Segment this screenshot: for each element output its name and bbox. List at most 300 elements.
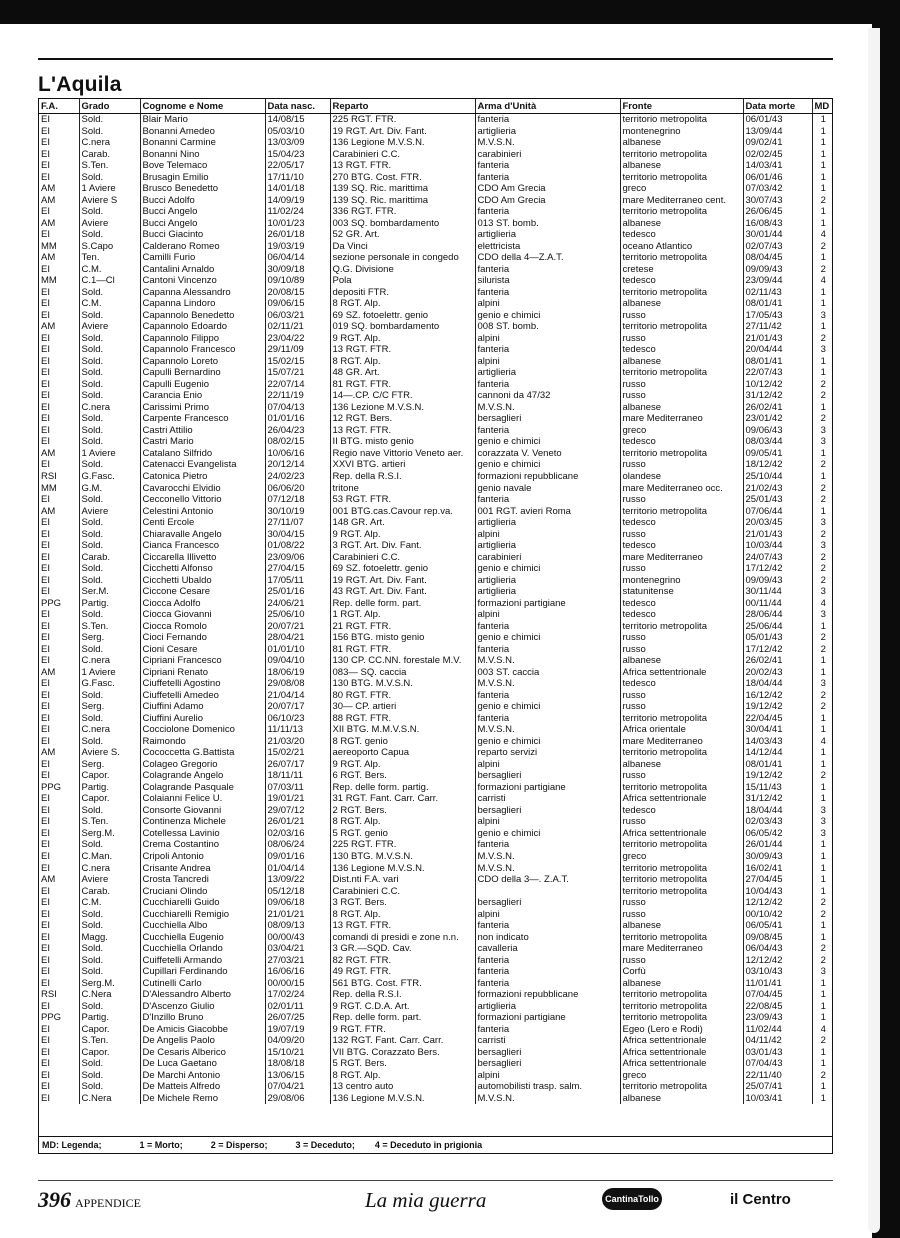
table-cell: 17/05/43 [743,310,812,322]
table-cell: greco [620,183,743,195]
table-cell: russo [620,955,743,967]
table-cell: Capanna Lindoro [140,298,265,310]
table-cell: 21/03/20 [265,736,330,748]
table-cell: 11/02/44 [743,1024,812,1036]
legend-item: 2 = Disperso; [210,1139,268,1150]
table-cell: fanteria [475,966,620,978]
table-cell: II BTG. misto genio [330,436,475,448]
table-row [39,632,833,644]
publisher-name: il Centro [730,1191,791,1208]
table-cell: De Angelis Paolo [140,1035,265,1047]
table-cell: greco [620,1070,743,1082]
table-cell: EI [39,690,79,702]
table-cell: 12/12/42 [743,897,812,909]
table-cell: carabinieri [475,552,620,564]
table-cell: EI [39,114,79,126]
table-row [39,839,833,851]
table-cell: S.Ten. [79,816,140,828]
table-row [39,471,833,483]
table-cell: 19/12/42 [743,701,812,713]
table-row [39,690,833,702]
table-cell: Colagrande Angelo [140,770,265,782]
table-cell: mare Mediterraneo occ. [620,483,743,495]
table-cell: albanese [620,655,743,667]
table-cell: tritone [330,483,475,495]
table-cell: Capannolo Filippo [140,333,265,345]
table-cell: 1 [820,712,826,724]
table-cell: artiglieria [475,575,620,587]
table-cell: territorio metropolita [620,1001,743,1013]
table-cell: AM [39,252,79,264]
table-cell: fanteria [475,287,620,299]
table-cell: 16/06/16 [265,966,330,978]
table-cell: 3 [820,344,826,356]
table-cell: Bonanni Amedeo [140,126,265,138]
table-cell: 1 Aviere [79,667,140,679]
table-cell: EI [39,540,79,552]
table-cell: albanese [620,298,743,310]
table-cell: 17/12/42 [743,644,812,656]
table-cell: De Cesaris Alberico [140,1047,265,1059]
table-cell: PPG [39,782,79,794]
legend-item: 3 = Deceduto; [295,1139,355,1150]
table-cell: 130 CP. CC.NN. forestale M.V. [330,655,475,667]
table-cell: EI [39,655,79,667]
table-cell: 9 RGT. C.D.A. Art. [330,1001,475,1013]
table-cell: aereoporto Capua [330,747,475,759]
table-cell: CDO della 3—. Z.A.T. [475,874,620,886]
table-cell: sezione personale in congedo [330,252,475,264]
table-cell: 19/01/21 [265,793,330,805]
table-cell: 07/04/45 [743,989,812,1001]
table-cell: statunitense [620,586,743,598]
table-row [39,390,833,402]
table-cell: 18/12/42 [743,459,812,471]
table-cell: EI [39,1047,79,1059]
table-cell: Ciocca Romolo [140,621,265,633]
table-cell: 1 [820,470,826,482]
table-cell: 2 [820,482,826,494]
table-cell: 08/06/24 [265,839,330,851]
table-row [39,402,833,414]
table-cell: 06/04/43 [743,943,812,955]
table-cell: 3 [820,424,826,436]
table-cell: M.V.S.N. [475,655,620,667]
table-cell: CDO della 4—Z.A.T. [475,252,620,264]
table-cell: Sold. [79,390,140,402]
table-cell: 20/12/14 [265,459,330,471]
table-cell: 9 RGT. Alp. [330,333,475,345]
table-cell: cretese [620,264,743,276]
table-cell: automobilisti trasp. salm. [475,1081,620,1093]
table-cell: 25/06/44 [743,621,812,633]
table-cell: Colageo Gregorio [140,759,265,771]
table-cell: 1 [820,851,826,862]
table-cell: Cicchetti Alfonso [140,563,265,575]
table-row [39,241,833,253]
table-cell: Centi Ercole [140,517,265,529]
table-cell: Cucchiarelli Guido [140,897,265,909]
table-cell: 18/04/44 [743,678,812,690]
table-cell: 3 [820,517,826,529]
table-cell: territorio metropolita [620,989,743,1001]
table-row [39,1001,833,1013]
table-cell: 1 [820,989,826,1001]
table-cell: 13 RGT. FTR. [330,160,475,172]
table-cell: 07/04/43 [743,1058,812,1070]
table-row [39,851,833,863]
table-row [39,333,833,345]
table-cell: 1 [820,137,826,149]
table-cell: EI [39,828,79,840]
table-cell: C.1—Cl [79,275,140,287]
table-cell: fanteria [475,206,620,218]
table-cell: 2 [820,1069,826,1081]
table-cell: 25/01/16 [265,586,330,598]
table-cell: bersaglieri [475,1047,620,1059]
table-cell: Colaianni Felice U. [140,793,265,805]
table-cell: Carancia Enio [140,390,265,402]
table-row [39,1058,833,1070]
table-cell: 31 RGT. Fant. Carr. Carr. [330,793,475,805]
table-cell: russo [620,644,743,656]
table-cell: RSI [39,471,79,483]
table-cell: territorio metropolita [620,1081,743,1093]
table-cell: 130 BTG. M.V.S.N. [330,851,475,863]
table-cell: C.Nera [79,989,140,1001]
table-cell: 13/09/44 [743,126,812,138]
table-cell: Cripoli Antonio [140,851,265,863]
table-cell: 02/11/43 [743,287,812,299]
table-cell: CDO Am Grecia [475,183,620,195]
table-cell: Sold. [79,540,140,552]
table-cell: 20/03/45 [743,517,812,529]
table-cell: Africa settentrionale [620,667,743,679]
table-cell: fanteria [475,1024,620,1036]
table-row [39,367,833,379]
table-cell: carabinieri [475,149,620,161]
table-cell: 003 ST. caccia [475,667,620,679]
table-cell: 25/10/44 [743,471,812,483]
table-cell: 28/04/21 [265,632,330,644]
table-cell: russo [620,816,743,828]
table-cell: 19 RGT. Art. Div. Fant. [330,126,475,138]
sponsor-logo: CantinaTollo [602,1188,662,1210]
table-cell: EI [39,287,79,299]
table-cell: EI [39,172,79,184]
table-cell: G.Fasc. [79,471,140,483]
table-row [39,701,833,713]
table-cell: 1 [820,1092,826,1104]
table-cell: EI [39,805,79,817]
table-cell: 1 [820,252,826,264]
table-cell: territorio metropolita [620,506,743,518]
table-cell: Capor. [79,793,140,805]
table-cell: 14/03/41 [743,160,812,172]
table-cell: 29/08/08 [265,678,330,690]
table-cell: 15/11/43 [743,782,812,794]
table-cell: 1 [820,920,826,932]
table-cell: genio navale [475,483,620,495]
table-row [39,459,833,471]
table-cell: C.nera [79,137,140,149]
table-cell: 2 [820,528,826,540]
table-cell: Regio nave Vittorio Veneto aer. [330,448,475,460]
table-row [39,448,833,460]
table-cell: 26/06/45 [743,206,812,218]
table-cell: 14/12/44 [743,747,812,759]
table-cell: 3 [820,609,826,621]
table-cell: 22/08/45 [743,1001,812,1013]
table-cell: 05/03/10 [265,126,330,138]
table-cell: EI [39,586,79,598]
table-cell: Ten. [79,252,140,264]
table-cell: russo [620,379,743,391]
table-cell: 21/01/43 [743,333,812,345]
table-cell: De Amicis Giacobbe [140,1024,265,1036]
table-cell: 27/04/15 [265,563,330,575]
table-cell: Celestini Antonio [140,506,265,518]
table-cell: 03/10/43 [743,966,812,978]
table-cell: 20/04/44 [743,344,812,356]
table-cell: Rep. delle form. part. [330,598,475,610]
legend-label: MD: Legenda; [42,1139,102,1150]
table-cell: 225 RGT. FTR. [330,114,475,126]
table-cell: 00/00/15 [265,978,330,990]
casualty-table [38,98,833,1154]
table-cell: 09/09/43 [743,575,812,587]
table-cell: AM [39,183,79,195]
table-cell: M.V.S.N. [475,724,620,736]
table-cell: artiglieria [475,540,620,552]
table-row [39,932,833,944]
table-cell: 3 [820,678,826,690]
table-cell: Crisante Andrea [140,863,265,875]
table-cell: 03/01/43 [743,1047,812,1059]
table-cell: fanteria [475,494,620,506]
table-cell: 02/02/45 [743,149,812,161]
table-cell: 02/03/43 [743,816,812,828]
table-cell: Carab. [79,886,140,898]
table-cell: Bucci Giacinto [140,229,265,241]
table-cell: D'Inzillo Bruno [140,1012,265,1024]
table-row [39,874,833,886]
table-cell: 14/09/19 [265,195,330,207]
table-cell: territorio metropolita [620,206,743,218]
table-row [39,805,833,817]
table-cell: EI [39,978,79,990]
table-cell: M.V.S.N. [475,851,620,863]
table-cell: 26/01/18 [265,229,330,241]
table-cell: genio e chimici [475,459,620,471]
table-cell: fanteria [475,920,620,932]
table-cell: 06/05/41 [743,920,812,932]
table-cell: 27/11/07 [265,517,330,529]
table-cell: 1 [820,217,826,229]
table-row [39,575,833,587]
table-cell: 25/01/43 [743,494,812,506]
table-cell: Africa settentrionale [620,1035,743,1047]
table-cell: 136 Legione M.V.S.N. [330,137,475,149]
table-cell: 26/07/17 [265,759,330,771]
table-cell: 09/01/16 [265,851,330,863]
table-row [39,1035,833,1047]
table-cell: 4 [820,1023,826,1035]
table-cell: 26/07/25 [265,1012,330,1024]
table-header-row [39,99,833,114]
table-cell: 27/03/21 [265,955,330,967]
table-cell: Cotellessa Lavinio [140,828,265,840]
table-cell: 2 [820,240,826,252]
table-cell: genio e chimici [475,828,620,840]
table-cell: greco [620,851,743,863]
table-cell: 1 [820,1000,826,1012]
table-cell: C.nera [79,655,140,667]
table-cell: Castri Mario [140,436,265,448]
table-cell: 19/03/19 [265,241,330,253]
table-cell: 11/01/41 [743,978,812,990]
table-cell: EI [39,298,79,310]
table-cell: 26/04/23 [265,425,330,437]
table-cell: Ciocca Adolfo [140,598,265,610]
table-cell: AM [39,195,79,207]
table-cell: 13 centro auto [330,1081,475,1093]
table-cell: EI [39,793,79,805]
table-cell: fanteria [475,379,620,391]
table-cell: cavalleria [475,943,620,955]
table-cell: EI [39,713,79,725]
table-cell: 1 [820,171,826,183]
table-cell: 3 [820,966,826,978]
table-row [39,287,833,299]
table-cell: 2 [820,1035,826,1047]
table-cell: Rep. della R.S.I. [330,471,475,483]
table-cell: EI [39,413,79,425]
table-cell: albanese [620,978,743,990]
table-cell: Carab. [79,552,140,564]
table-cell: mare Mediterraneo [620,552,743,564]
table-cell: EI [39,955,79,967]
table-cell: 1 [820,298,826,310]
table-cell: oceano Atlantico [620,241,743,253]
table-cell: 20/02/43 [743,667,812,679]
table-cell: 19 RGT. Art. Div. Fant. [330,575,475,587]
table-row [39,252,833,264]
table-cell: EI [39,379,79,391]
table-cell: Sold. [79,114,140,126]
table-cell: Egeo (Lero e Rodi) [620,1024,743,1036]
table-cell: non indicato [475,932,620,944]
table-cell: artiglieria [475,586,620,598]
table-row [39,747,833,759]
table-cell: 4 [820,597,826,609]
table-cell: EI [39,494,79,506]
table-cell: 013 ST. bomb. [475,218,620,230]
table-cell: MM [39,275,79,287]
table-cell: 136 Legione M.V.S.N. [330,863,475,875]
table-cell: 08/01/41 [743,298,812,310]
table-cell: depositi FTR. [330,287,475,299]
table-row [39,793,833,805]
table-cell: 1 [820,1081,826,1093]
table-cell: EI [39,886,79,898]
table-cell: 1 [820,321,826,333]
table-cell: fanteria [475,172,620,184]
table-row [39,436,833,448]
table-row [39,828,833,840]
table-cell: 4 [820,229,826,241]
table-cell: EI [39,137,79,149]
table-cell: EI [39,1035,79,1047]
table-cell: formazioni partigiane [475,1012,620,1024]
table-row [39,1024,833,1036]
table-cell: 04/09/20 [265,1035,330,1047]
table-cell: 81 RGT. FTR. [330,644,475,656]
table-cell: reparto servizi [475,747,620,759]
table-cell: 69 SZ. fotoelettr. genio [330,310,475,322]
table-cell: alpini [475,759,620,771]
table-cell: Carissimi Primo [140,402,265,414]
table-cell: 13 RGT. FTR. [330,920,475,932]
table-cell: Serg. [79,701,140,713]
table-cell: 3 [820,827,826,839]
table-cell: 21/04/14 [265,690,330,702]
table-cell: 09/04/10 [265,655,330,667]
table-cell: AM [39,874,79,886]
table-cell: formazioni repubblicane [475,989,620,1001]
table-row [39,529,833,541]
table-cell: 12/12/42 [743,955,812,967]
table-row [39,897,833,909]
table-cell: EI [39,126,79,138]
table-cell: 2 [820,332,826,344]
table-cell: 48 GR. Art. [330,367,475,379]
table-cell: 30/11/44 [743,586,812,598]
table-row [39,1093,833,1105]
table-cell: 3 RGT. Art. Div. Fant. [330,540,475,552]
table-cell: 1 RGT. Alp. [330,609,475,621]
table-cell: Ciccone Cesare [140,586,265,598]
table-cell: S.Ten. [79,160,140,172]
table-cell: Sold. [79,517,140,529]
table-cell: 25/07/41 [743,1081,812,1093]
table-cell: EI [39,632,79,644]
table-cell: Chiaravalle Angelo [140,529,265,541]
table-cell: Africa settentrionale [620,1058,743,1070]
table-cell: 01/08/22 [265,540,330,552]
table-cell: G.M. [79,483,140,495]
table-cell: EI [39,678,79,690]
table-cell: EI [39,816,79,828]
table-cell: XXVI BTG. artieri [330,459,475,471]
table-cell: 22/11/40 [743,1070,812,1082]
table-cell: EI [39,943,79,955]
table-cell: fanteria [475,713,620,725]
table-cell: tedesco [620,598,743,610]
table-cell: 20/07/21 [265,621,330,633]
table-cell: Crosta Tancredi [140,874,265,886]
table-cell: territorio metropolita [620,321,743,333]
table-cell: 3 RGT. Bers. [330,897,475,909]
table-cell: 01/04/14 [265,863,330,875]
table-cell: EI [39,1024,79,1036]
table-cell: EI [39,1081,79,1093]
table-cell: 08/03/44 [743,436,812,448]
table-cell: 30/10/19 [265,506,330,518]
table-cell: 136 Legione M.V.S.N. [330,1093,475,1105]
table-cell: 43 RGT. Art. Div. Fant. [330,586,475,598]
table-cell: Cucchiella Eugenio [140,932,265,944]
